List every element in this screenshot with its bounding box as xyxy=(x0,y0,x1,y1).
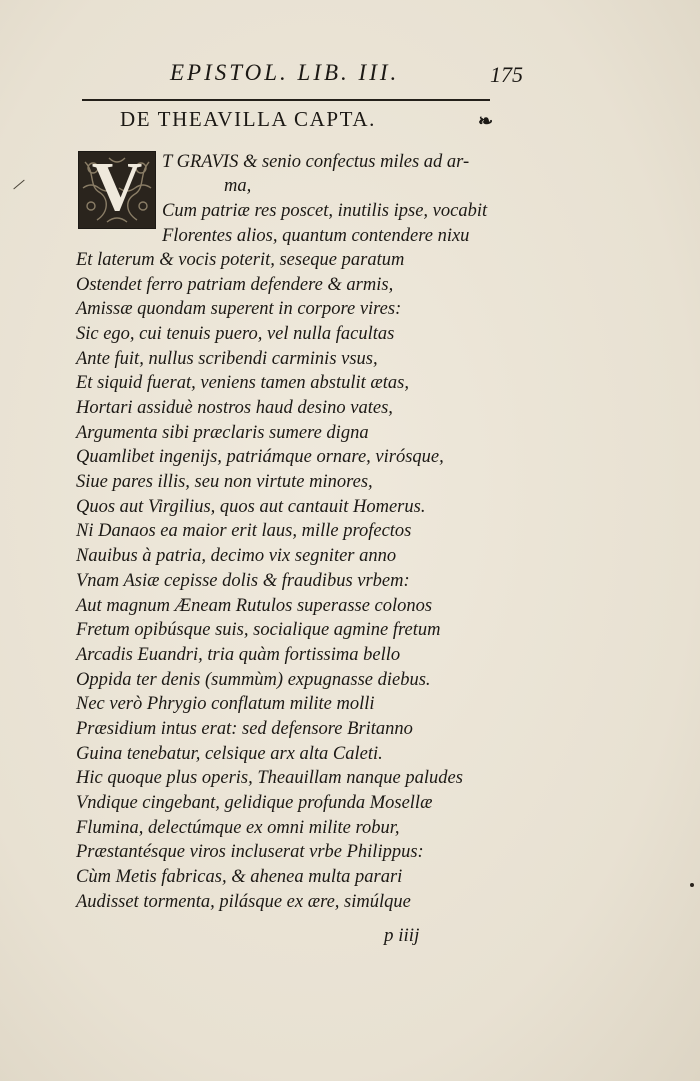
margin-stroke xyxy=(13,180,24,190)
poem-title: DE THEAVILLA CAPTA. xyxy=(120,107,377,131)
initial-letter: V xyxy=(91,149,143,226)
verse-line: Aut magnum Æneam Rutulos superasse colonos xyxy=(76,596,433,616)
verse-line: Oppida ter denis (summùm) expugnasse diebus. xyxy=(76,670,431,690)
verse-line: Cum patriæ res poscet, inutilis ipse, vocabit xyxy=(162,201,488,221)
verse-line: Et siquid fuerat, veniens tamen abstulit ætas, xyxy=(76,373,409,393)
running-head: EPISTOL. LIB. III. xyxy=(170,60,400,85)
verse-line: T GRAVIS & senio confectus miles ad ar- xyxy=(162,152,470,172)
verse-line: Quos aut Virgilius, quos aut cantauit Homerus. xyxy=(76,497,426,517)
verse-line: Arcadis Euandri, tria quàm fortissima bello xyxy=(76,645,401,665)
verse-line: Nauibus à patria, decimo vix segniter anno xyxy=(76,546,397,566)
verse-line: Argumenta sibi præclaris sumere digna xyxy=(76,423,369,443)
verse-line: Amissæ quondam superent in corpore vires: xyxy=(76,299,402,319)
verse-line: Præsidium intus erat: sed defensore Britanno xyxy=(76,719,413,739)
verse-line: Guina tenebatur, celsique arx alta Caleti. xyxy=(76,744,383,764)
verse-line: Hic quoque plus operis, Theauillam nanque paludes xyxy=(76,768,463,788)
verse-line: Ante fuit, nullus scribendi carminis vsus, xyxy=(76,349,378,369)
ink-speck xyxy=(690,883,694,887)
decorated-initial xyxy=(78,151,156,229)
verse-line: Et laterum & vocis poterit, seseque paratum xyxy=(76,250,405,270)
verse-line: Siue pares illis, seu non virtute minores, xyxy=(76,472,373,492)
verse-line: Audisset tormenta, pilásque ex ære, simúlque xyxy=(76,892,411,912)
fleuron-ornament-icon: ❧ xyxy=(478,111,494,131)
verse-line: Cùm Metis fabricas, & ahenea multa parari xyxy=(76,867,403,887)
verse-line: Hortari assiduè nostros haud desino vates, xyxy=(76,398,393,418)
page-number: 175 xyxy=(490,62,523,87)
verse-line: Sic ego, cui tenuis puero, vel nulla facultas xyxy=(76,324,395,344)
verse-line: Nec verò Phrygio conflatum milite molli xyxy=(76,694,375,714)
verse-line: Florentes alios, quantum contendere nixu xyxy=(162,226,470,246)
header-rule xyxy=(82,99,490,101)
verse-line: Præstantésque viros incluserat vrbe Philippus: xyxy=(76,842,424,862)
verse-line: Flumina, delectúmque ex omni milite robur, xyxy=(76,818,400,838)
verse-line: Fretum opibúsque suis, socialique agmine fretum xyxy=(76,620,441,640)
signature-mark: p iiij xyxy=(384,925,420,946)
verse-line: Quamlibet ingenijs, patriámque ornare, virósque, xyxy=(76,447,444,467)
verse-line: Ostendet ferro patriam defendere & armis, xyxy=(76,275,394,295)
verse-line: Vndique cingebant, gelidique profunda Mosellæ xyxy=(76,793,433,813)
verse-line: Vnam Asiæ cepisse dolis & fraudibus vrbem: xyxy=(76,571,410,591)
poem-title-row xyxy=(120,107,520,137)
page-header xyxy=(82,60,522,94)
verse-line: ma, xyxy=(224,176,252,196)
verse-line: Ni Danaos ea maior erit laus, mille profectos xyxy=(76,521,412,541)
